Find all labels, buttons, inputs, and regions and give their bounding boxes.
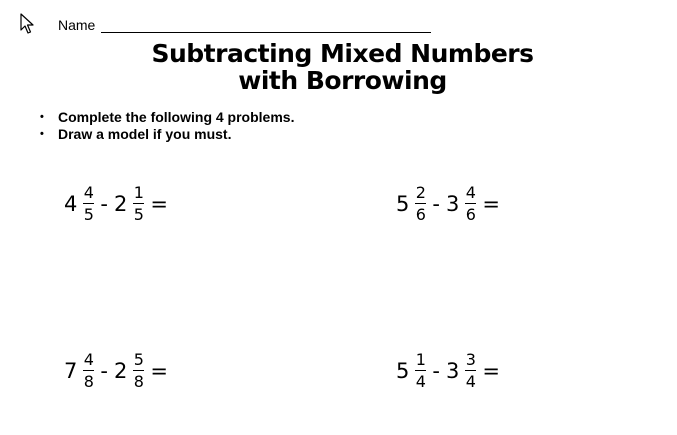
numerator: 4 (83, 350, 94, 369)
fraction (133, 184, 144, 223)
whole-number: 4 (64, 191, 78, 216)
denominator: 6 (465, 205, 476, 224)
whole-number: 7 (64, 358, 78, 383)
instructions-list (40, 109, 294, 143)
minus-sign: - (100, 191, 108, 216)
instruction-item: • Complete the following 4 problems. (40, 109, 294, 126)
problem-1 (64, 184, 168, 223)
whole-number: 2 (113, 358, 128, 383)
fraction (465, 351, 476, 390)
name-label: Name (58, 17, 96, 33)
fraction-bar (83, 203, 94, 204)
denominator: 8 (133, 372, 144, 391)
fraction-bar (133, 203, 144, 204)
whole-number: 2 (113, 191, 128, 216)
whole-number: 5 (396, 358, 410, 383)
problem-4 (396, 351, 500, 390)
denominator: 6 (415, 205, 426, 224)
equals-sign: = (150, 358, 168, 383)
numerator: 1 (133, 183, 144, 202)
fraction-bar (133, 370, 144, 371)
numerator: 4 (83, 183, 94, 202)
numerator: 5 (133, 350, 144, 369)
fraction-bar (83, 370, 94, 371)
fraction-bar (465, 370, 476, 371)
numerator: 1 (415, 350, 426, 369)
fraction (83, 184, 94, 223)
problem-2 (396, 184, 500, 223)
whole-number: 3 (445, 191, 460, 216)
denominator: 4 (465, 372, 476, 391)
mouse-pointer-icon (20, 13, 36, 35)
whole-number: 3 (445, 358, 460, 383)
fraction (415, 184, 426, 223)
fraction (83, 351, 94, 390)
fraction-bar (415, 203, 426, 204)
denominator: 8 (83, 372, 94, 391)
whole-number: 5 (396, 191, 410, 216)
equals-sign: = (482, 358, 500, 383)
minus-sign: - (432, 358, 440, 383)
name-field-line[interactable] (101, 16, 431, 33)
denominator: 5 (133, 205, 144, 224)
problem-3 (64, 351, 168, 390)
denominator: 5 (83, 205, 94, 224)
title-line-2: with Borrowing (238, 66, 447, 95)
title-line-1: Subtracting Mixed Numbers (151, 39, 534, 68)
numerator: 4 (465, 183, 476, 202)
numerator: 3 (465, 350, 476, 369)
fraction-bar (415, 370, 426, 371)
equals-sign: = (150, 191, 168, 216)
name-row (58, 16, 431, 33)
fraction-bar (465, 203, 476, 204)
minus-sign: - (100, 358, 108, 383)
worksheet-title (0, 40, 677, 94)
minus-sign: - (432, 191, 440, 216)
numerator: 2 (415, 183, 426, 202)
instruction-item: • Draw a model if you must. (40, 126, 294, 143)
denominator: 4 (415, 372, 426, 391)
fraction (465, 184, 476, 223)
fraction (133, 351, 144, 390)
equals-sign: = (482, 191, 500, 216)
fraction (415, 351, 426, 390)
